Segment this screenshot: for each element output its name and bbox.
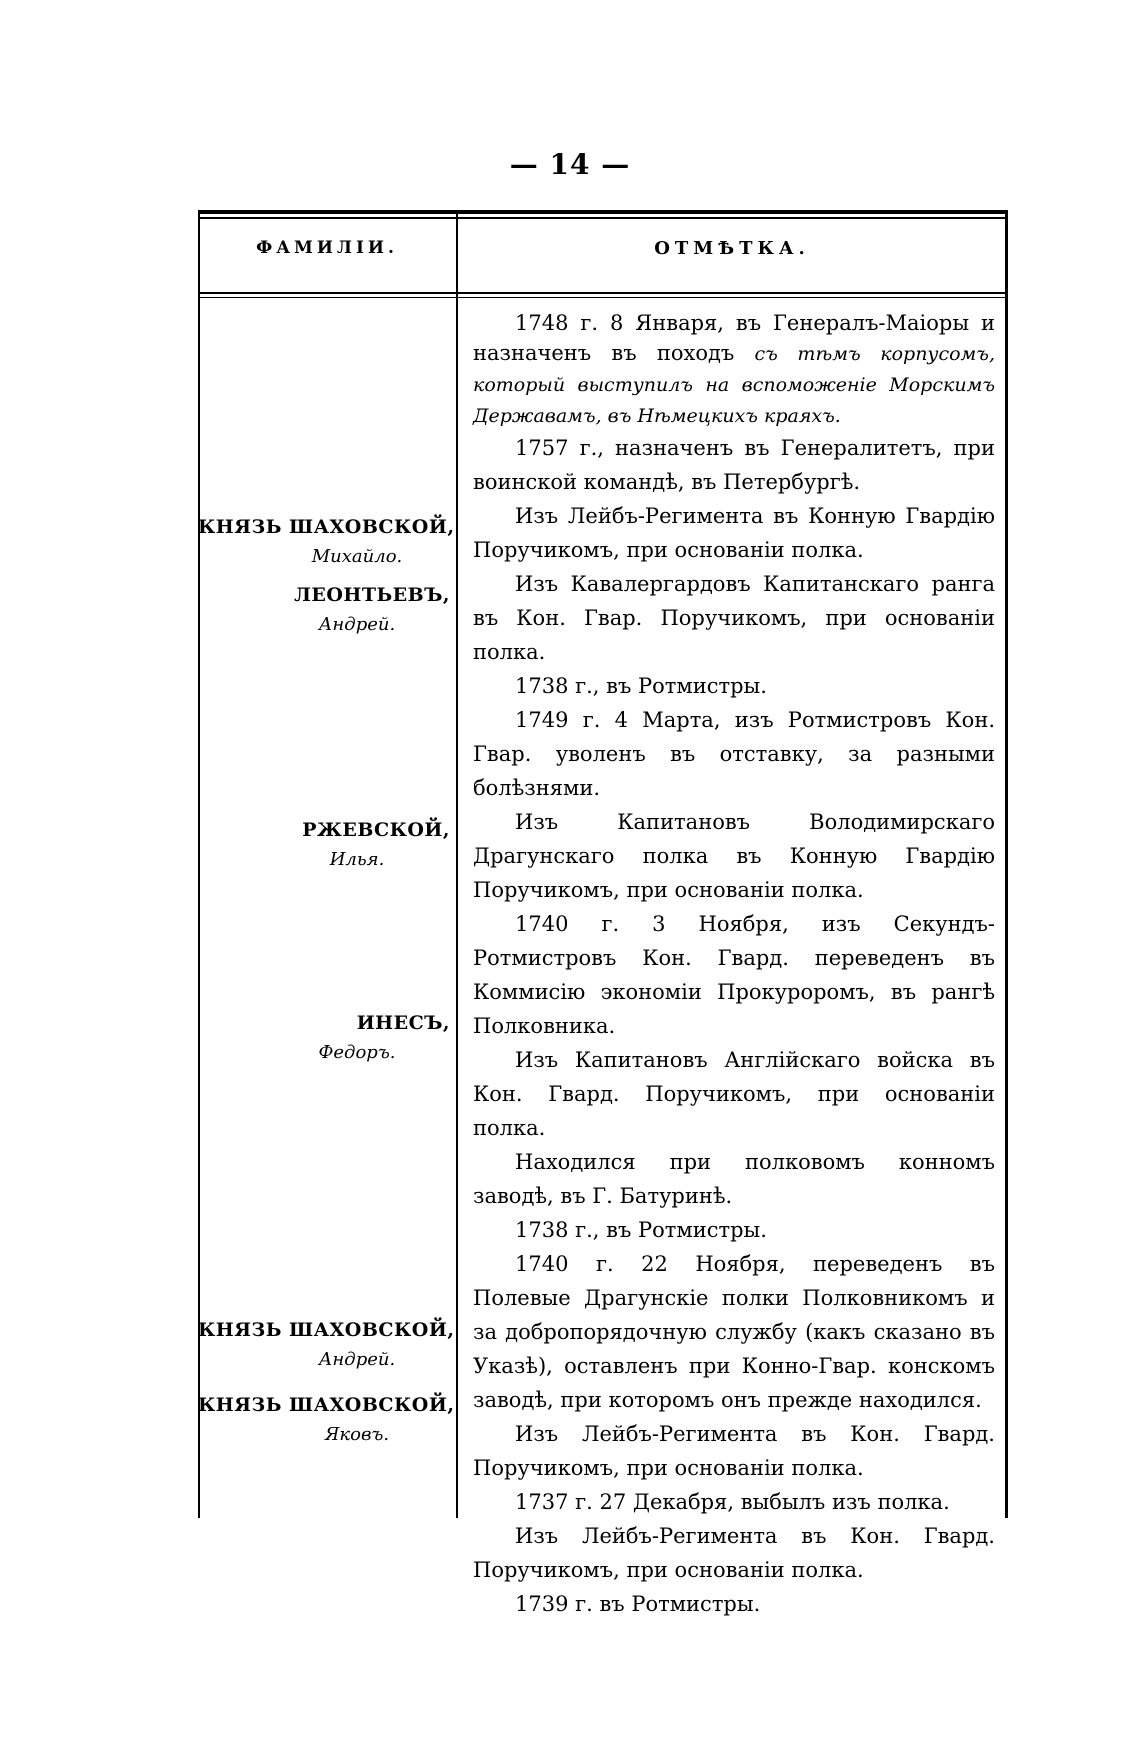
header-rule: [198, 292, 1008, 294]
given-name: Андрей.: [318, 1349, 396, 1370]
note-paragraph: Изъ Капитановъ Володимирскаго Драгунскаго полка въ Конную Гвардію Поручикомъ, при основаніи полка.: [473, 810, 995, 902]
note-text: 1748 г. 8 Января, въ Генералъ-Маіоры и назначенъ въ походъ: [473, 311, 995, 365]
note-paragraph: Изъ Кавалергардовъ Капитанскаго ранга въ Кон. Гвар. Поручикомъ, при основаніи полка.: [473, 572, 995, 664]
note-paragraph: Находился при полковомъ конномъ заводѣ, въ Г. Батуринѣ.: [473, 1150, 995, 1208]
note-paragraph: 1757 г., назначенъ въ Генералитетъ, при воинской командѣ, въ Петербургѣ.: [473, 436, 995, 494]
column-header-surnames: ФАМИЛІИ.: [256, 238, 398, 258]
note-paragraph: Изъ Лейбъ-Регимента въ Кон. Гвард. Поручикомъ, при основаніи полка.: [473, 1524, 995, 1582]
page-number: — 14 —: [509, 148, 631, 181]
note-paragraph: 1740 г. 3 Ноября, изъ Секундъ-Ротмистровъ Кон. Гвард. переведенъ въ Коммисію экономіи Прокуроромъ, въ рангѣ Полковника.: [473, 912, 995, 1038]
name-entry: [198, 815, 456, 875]
surname: РЖЕВСКОЙ,: [302, 819, 450, 841]
surname: ИНЕСЪ,: [356, 1012, 450, 1034]
name-entry: [198, 1315, 456, 1375]
note-paragraph: 1740 г. 22 Ноября, переведенъ въ Полевые Драгунскіе полки Полковникомъ и за добропорядочную службу (какъ сказано въ Указѣ), оставленъ при Конно-Гвар. конскомъ заводѣ, при которомъ онъ прежде находился.: [473, 1252, 995, 1412]
table-top-rule-thin: [198, 217, 1008, 219]
note-paragraph: 1739 г. въ Ротмистры.: [515, 1592, 761, 1616]
table-right-border: [1005, 210, 1008, 1518]
column-header-notes: ОТМѢТКА.: [654, 238, 810, 259]
surname: ЛЕОНТЬЕВЪ,: [294, 584, 450, 606]
note-italic-text: съ тѣмъ корпусомъ, который выступилъ на вспоможеніе Морскимъ Державамъ, въ Нѣмецкихъ краяхъ.: [473, 343, 995, 427]
note-paragraph: [473, 308, 995, 431]
given-name: Яковъ.: [324, 1424, 390, 1445]
note-paragraph: 1737 г. 27 Декабря, выбылъ изъ полка.: [515, 1490, 950, 1514]
note-paragraph: Изъ Лейбъ-Регимента въ Конную Гвардію Поручикомъ, при основаніи полка.: [473, 504, 995, 562]
given-name: Илья.: [329, 849, 385, 870]
register-table: [198, 210, 1008, 1616]
table-top-rule: [198, 210, 1008, 214]
notes-column: [473, 308, 995, 1621]
note-paragraph: Изъ Лейбъ-Регимента въ Кон. Гвард. Поручикомъ, при основаніи полка.: [473, 1422, 995, 1480]
given-name: Федоръ.: [318, 1042, 396, 1063]
name-entry: [198, 580, 456, 640]
given-name: Михайло.: [311, 546, 403, 567]
surname: КНЯЗЬ ШАХОВСКОЙ,: [198, 1319, 455, 1341]
name-entry: [198, 1390, 456, 1450]
given-name: Андрей.: [318, 614, 396, 635]
name-entry: [198, 512, 456, 572]
note-paragraph: Изъ Капитановъ Англійскаго войска въ Кон. Гвард. Поручикомъ, при основаніи полка.: [473, 1048, 995, 1140]
note-paragraph: 1738 г., въ Ротмистры.: [515, 1218, 767, 1242]
note-paragraph: 1738 г., въ Ротмистры.: [515, 674, 767, 698]
header-rule-thin: [198, 297, 1008, 298]
surname: КНЯЗЬ ШАХОВСКОЙ,: [198, 1394, 455, 1416]
column-divider: [456, 210, 458, 1518]
name-entry: [198, 1008, 456, 1068]
note-paragraph: 1749 г. 4 Марта, изъ Ротмистровъ Кон. Гвар. уволенъ въ отставку, за разными болѣзнями.: [473, 708, 995, 800]
surname: КНЯЗЬ ШАХОВСКОЙ,: [198, 516, 455, 538]
